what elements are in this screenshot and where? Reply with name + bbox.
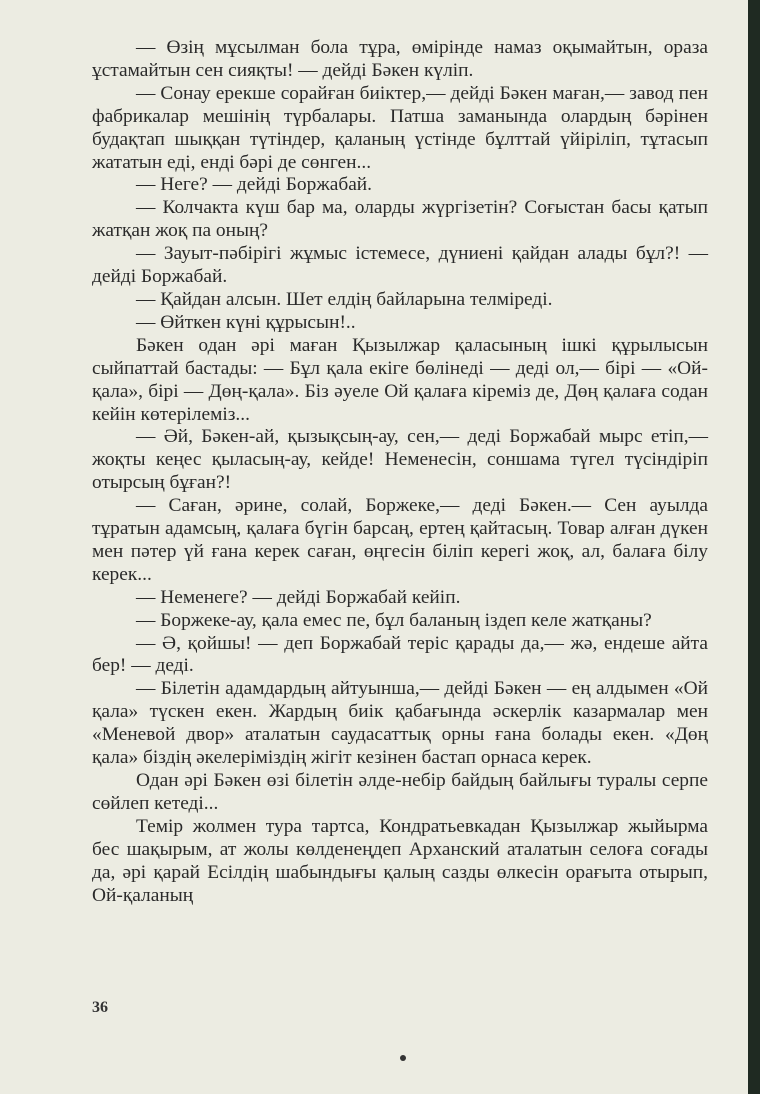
paragraph: — Боржеке-ау, қала емес пе, бұл баланың іздеп келе жатқаны? <box>136 609 652 631</box>
page-edge-shadow <box>748 0 760 1094</box>
paragraph: — Неге? — дейді Боржабай. <box>136 174 373 196</box>
paragraph: — Әй, Бәкен-ай, қызықсың-ау, сен,— деді Боржабай мырс етіп,— жоқты кеңес қыласың-ау, кейде! Неменесін, соншама түгел түсіндіріп отырсың бұған?! <box>92 426 708 494</box>
paragraph: — Саған, әрине, солай, Боржеке,— деді Бәкен.— Сен ауылда тұратын адамсың, қалаға бүгін барсаң, ертең қайтасың. Товар алған дүкен мен пәтер үй ғана керек саған, өңгесін біліп керегі жоқ, ал, балаға білу керек... <box>92 495 708 585</box>
paragraph: — Білетін адамдардың айтуынша,— дейді Бәкен — ең алдымен «Ой қала» түскен екен. Жардың биік қабағында әскерлік казармалар мен «Меневой двор» аталатын саудасаттық орны ғана болады екен. «Дөң қала» біздің әкелеріміздің жігіт кезінен бастап орнаса керек. <box>92 678 708 769</box>
paragraph: — Өйткен күні құрысын!.. <box>136 311 356 333</box>
paragraph: — Сонау ерекше сорайған биіктер,— дейді Бәкен маған,— завод пен фабрикалар мешінің түрбалары. Патша заманында олардың бәрінен будақтап шыққан түтіндер, қаланың үстінде бұлттай үйіріліп, тұтасып жататын еді, енді бәрі де сөнген... <box>92 82 708 173</box>
paragraph: — Қайдан алсын. Шет елдің байларына телміреді. <box>136 288 553 310</box>
page-number: 36 <box>92 999 108 1016</box>
paragraph: — Колчакта күш бар ма, оларды жүргізетін? Соғыстан басы қатып жатқан жоқ па оның? <box>92 197 708 242</box>
paragraph: — Ә, қойшы! — деп Боржабай теріс қарады да,— жә, ендеше айта бер! — деді. <box>92 632 708 677</box>
paragraph: Одан әрі Бәкен өзі білетін әлде-небір байдың байлығы туралы серпе сөйлеп кетеді... <box>92 770 708 814</box>
paragraph: Бәкен одан әрі маған Қызылжар қаласының ішкі құрылысын сыйпаттай бастады: — Бұл қала екіге бөлінеді — деді ол,— бірі — «Ой-қала», бірі — Дөң-қала». Біз әуеле Ой қалаға кіреміз де, Дөң қалаға содан кейін көтерілеміз... <box>92 334 708 425</box>
paragraph: — Зауыт-пәбірігі жұмыс істемесе, дүниені қайдан алады бұл?! — дейді Боржабай. <box>92 243 708 288</box>
paragraph: — Өзің мұсылман бола тұра, өмірінде намаз оқымайтын, ораза ұстамайтын сен сияқты! — дейді Бәкен күліп. <box>92 37 708 81</box>
paragraph: — Неменеге? — дейді Боржабай кейіп. <box>136 586 461 608</box>
main-text <box>92 37 708 907</box>
ink-dot <box>400 1055 406 1061</box>
paragraph: Темір жолмен тура тартса, Кондратьевкадан Қызылжар жыйырма бес шақырым, ат жолы көлденеңдеп Арханский аталатын селоға соғады да, әрі қарай Есілдің шабындығы қалың сазды өлкесін орағыта отырып, Ой-қаланың <box>92 815 708 906</box>
